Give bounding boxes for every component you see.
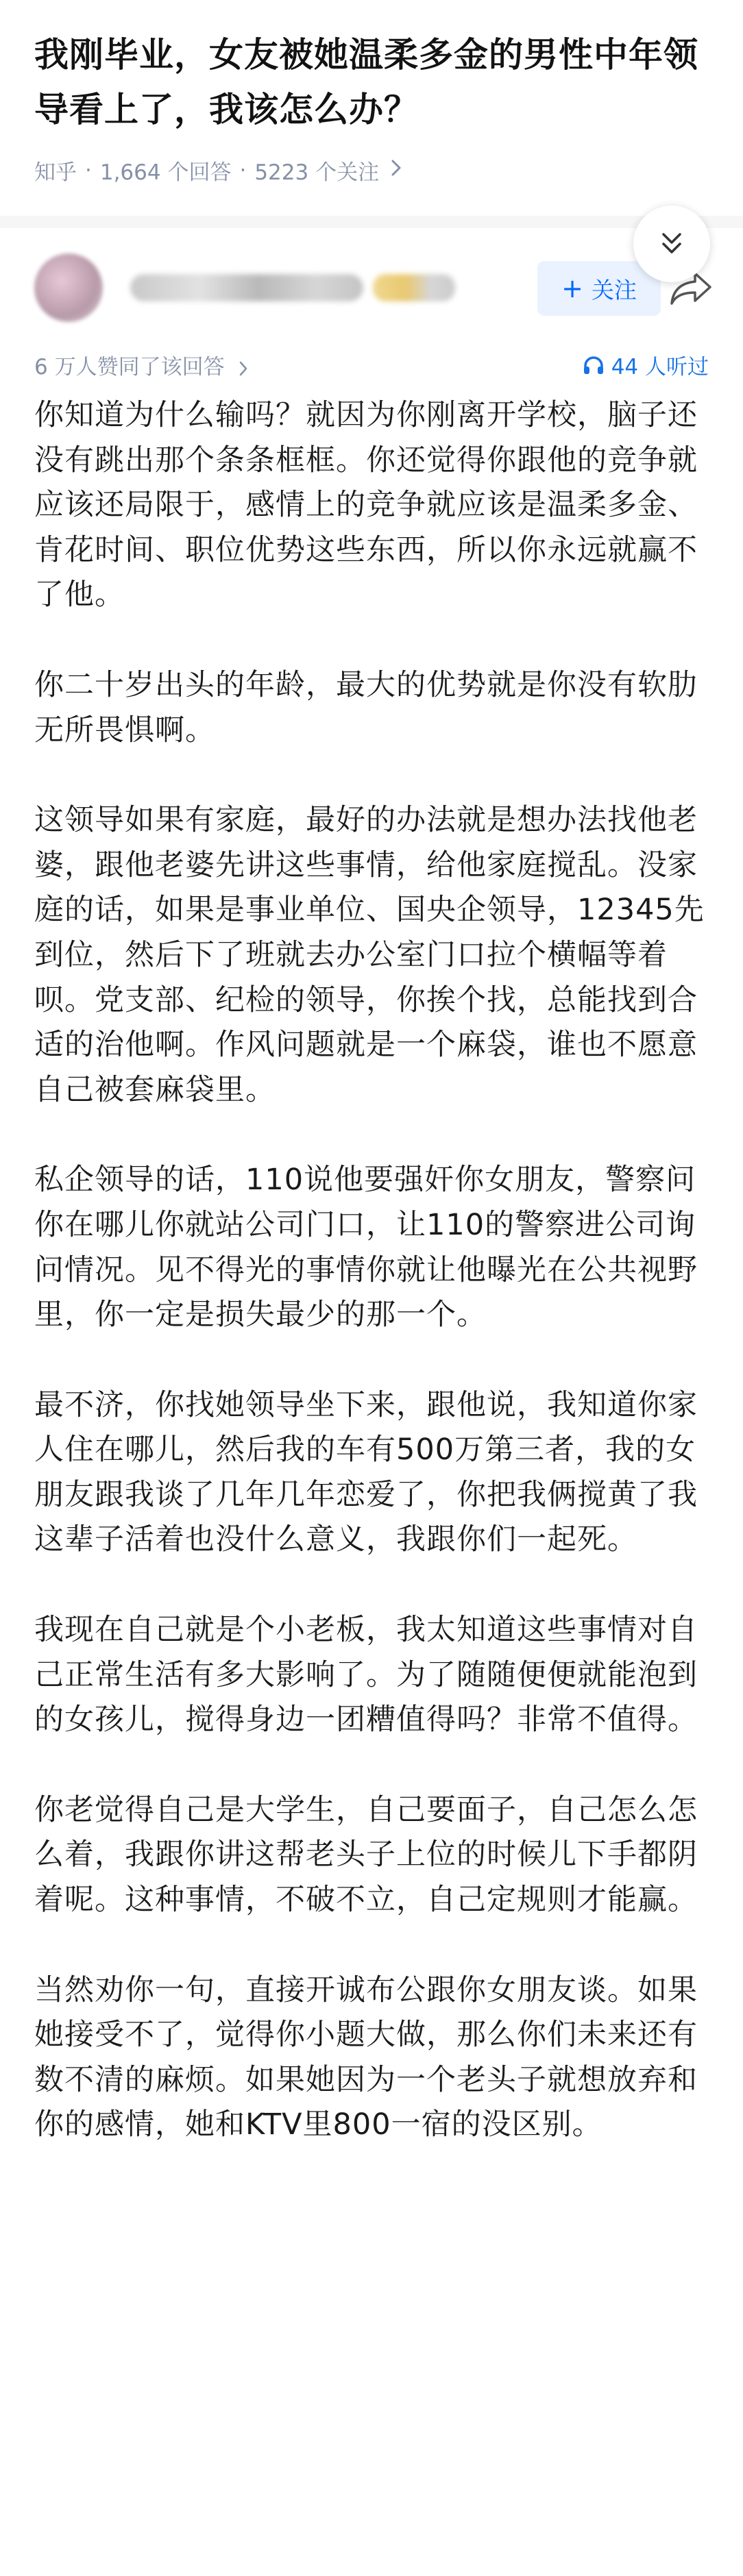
listen-count[interactable] (583, 349, 709, 380)
answer-paragraph: 我现在自己就是个小老板，我太知道这些事情对自己正常生活有多大影响了。为了随随便便就能泡到的女孩儿，搅得身边一团糟值得吗？非常不值得。 (34, 1613, 698, 1737)
author-name-blurred[interactable] (130, 274, 363, 301)
meta-separator: · (85, 158, 92, 183)
chevron-right-icon (390, 158, 402, 182)
headphones-icon (583, 355, 605, 375)
answer-paragraph: 最不济，你找她领导坐下来，跟他说，我知道你家人住在哪儿，然后我的车有500万第三者，我的女朋友跟我谈了几年几年恋爱了，你把我俩搅黄了我这辈子活着也没什么意义，我跟你们一起死。 (34, 1387, 698, 1557)
answer-meta (34, 349, 709, 380)
upvote-note-text: 6 万人赞同了该回答 (34, 355, 225, 380)
question-header (0, 0, 743, 186)
author-badge-blurred (373, 274, 455, 301)
collapse-button[interactable] (633, 206, 710, 282)
question-title[interactable]: 我刚毕业，女友被她温柔多金的男性中年领导看上了，我该怎么办？ (34, 35, 698, 129)
source-label: 知乎 (34, 160, 77, 185)
followers-count: 5223 个关注 (254, 160, 380, 185)
answer-paragraph: 私企领导的话，110说他要强奸你女朋友，警察问你在哪儿你就站公司门口，让110的警察进公司询问情况。见不得光的事情你就让他曝光在公共视野里，你一定是损失最少的那一个。 (34, 1163, 698, 1333)
meta-separator: · (239, 158, 247, 183)
section-divider (0, 216, 743, 228)
chevron-right-icon (238, 360, 249, 377)
question-meta[interactable] (34, 155, 709, 186)
listen-count-text: 44 人听过 (611, 355, 709, 380)
answer-paragraph: 当然劝你一句，直接开诚布公跟你女朋友谈。如果她接受不了，觉得你小题大做，那么你们未来还有数不清的麻烦。如果她因为一个老头子就想放弃和你的感情，她和KTV里800一宿的没区别。 (34, 1972, 698, 2142)
follow-label: 关注 (591, 276, 637, 304)
avatar[interactable] (34, 253, 103, 322)
answer-body (34, 393, 709, 2148)
answer-paragraph: 你知道为什么输吗？就因为你刚离开学校，脑子还没有跳出那个条条框框。你还觉得你跟他的竞争就应该还局限于，感情上的竞争就应该是温柔多金、肯花时间、职位优势这些东西，所以你永远就赢不了他。 (34, 398, 698, 612)
answer-paragraph: 你老觉得自己是大学生，自己要面子，自己怎么怎么着，我跟你讲这帮老头子上位的时候儿下手都阴着呢。这种事情，不破不立，自己定规则才能赢。 (34, 1792, 698, 1918)
answers-count: 1,664 个回答 (99, 160, 232, 185)
upvote-note[interactable] (34, 349, 249, 380)
answer-paragraph: 这领导如果有家庭，最好的办法就是想办法找他老婆，跟他老婆先讲这些事情，给他家庭搅乱。没家庭的话，如果是事业单位、国央企领导，12345先到位，然后下了班就去办公室门口拉个横幅等着呗。党支部、纪检的领导，你挨个找，总能找到合适的治他啊。作风问题就是一个麻袋，谁也不愿意自己被套麻袋里。 (34, 803, 705, 1107)
plus-icon: + (561, 273, 583, 304)
author-row (0, 236, 743, 339)
answer-paragraph: 你二十岁出头的年龄，最大的优势就是你没有软肋无所畏惧啊。 (34, 667, 698, 747)
double-chevron-down-icon (657, 229, 687, 259)
